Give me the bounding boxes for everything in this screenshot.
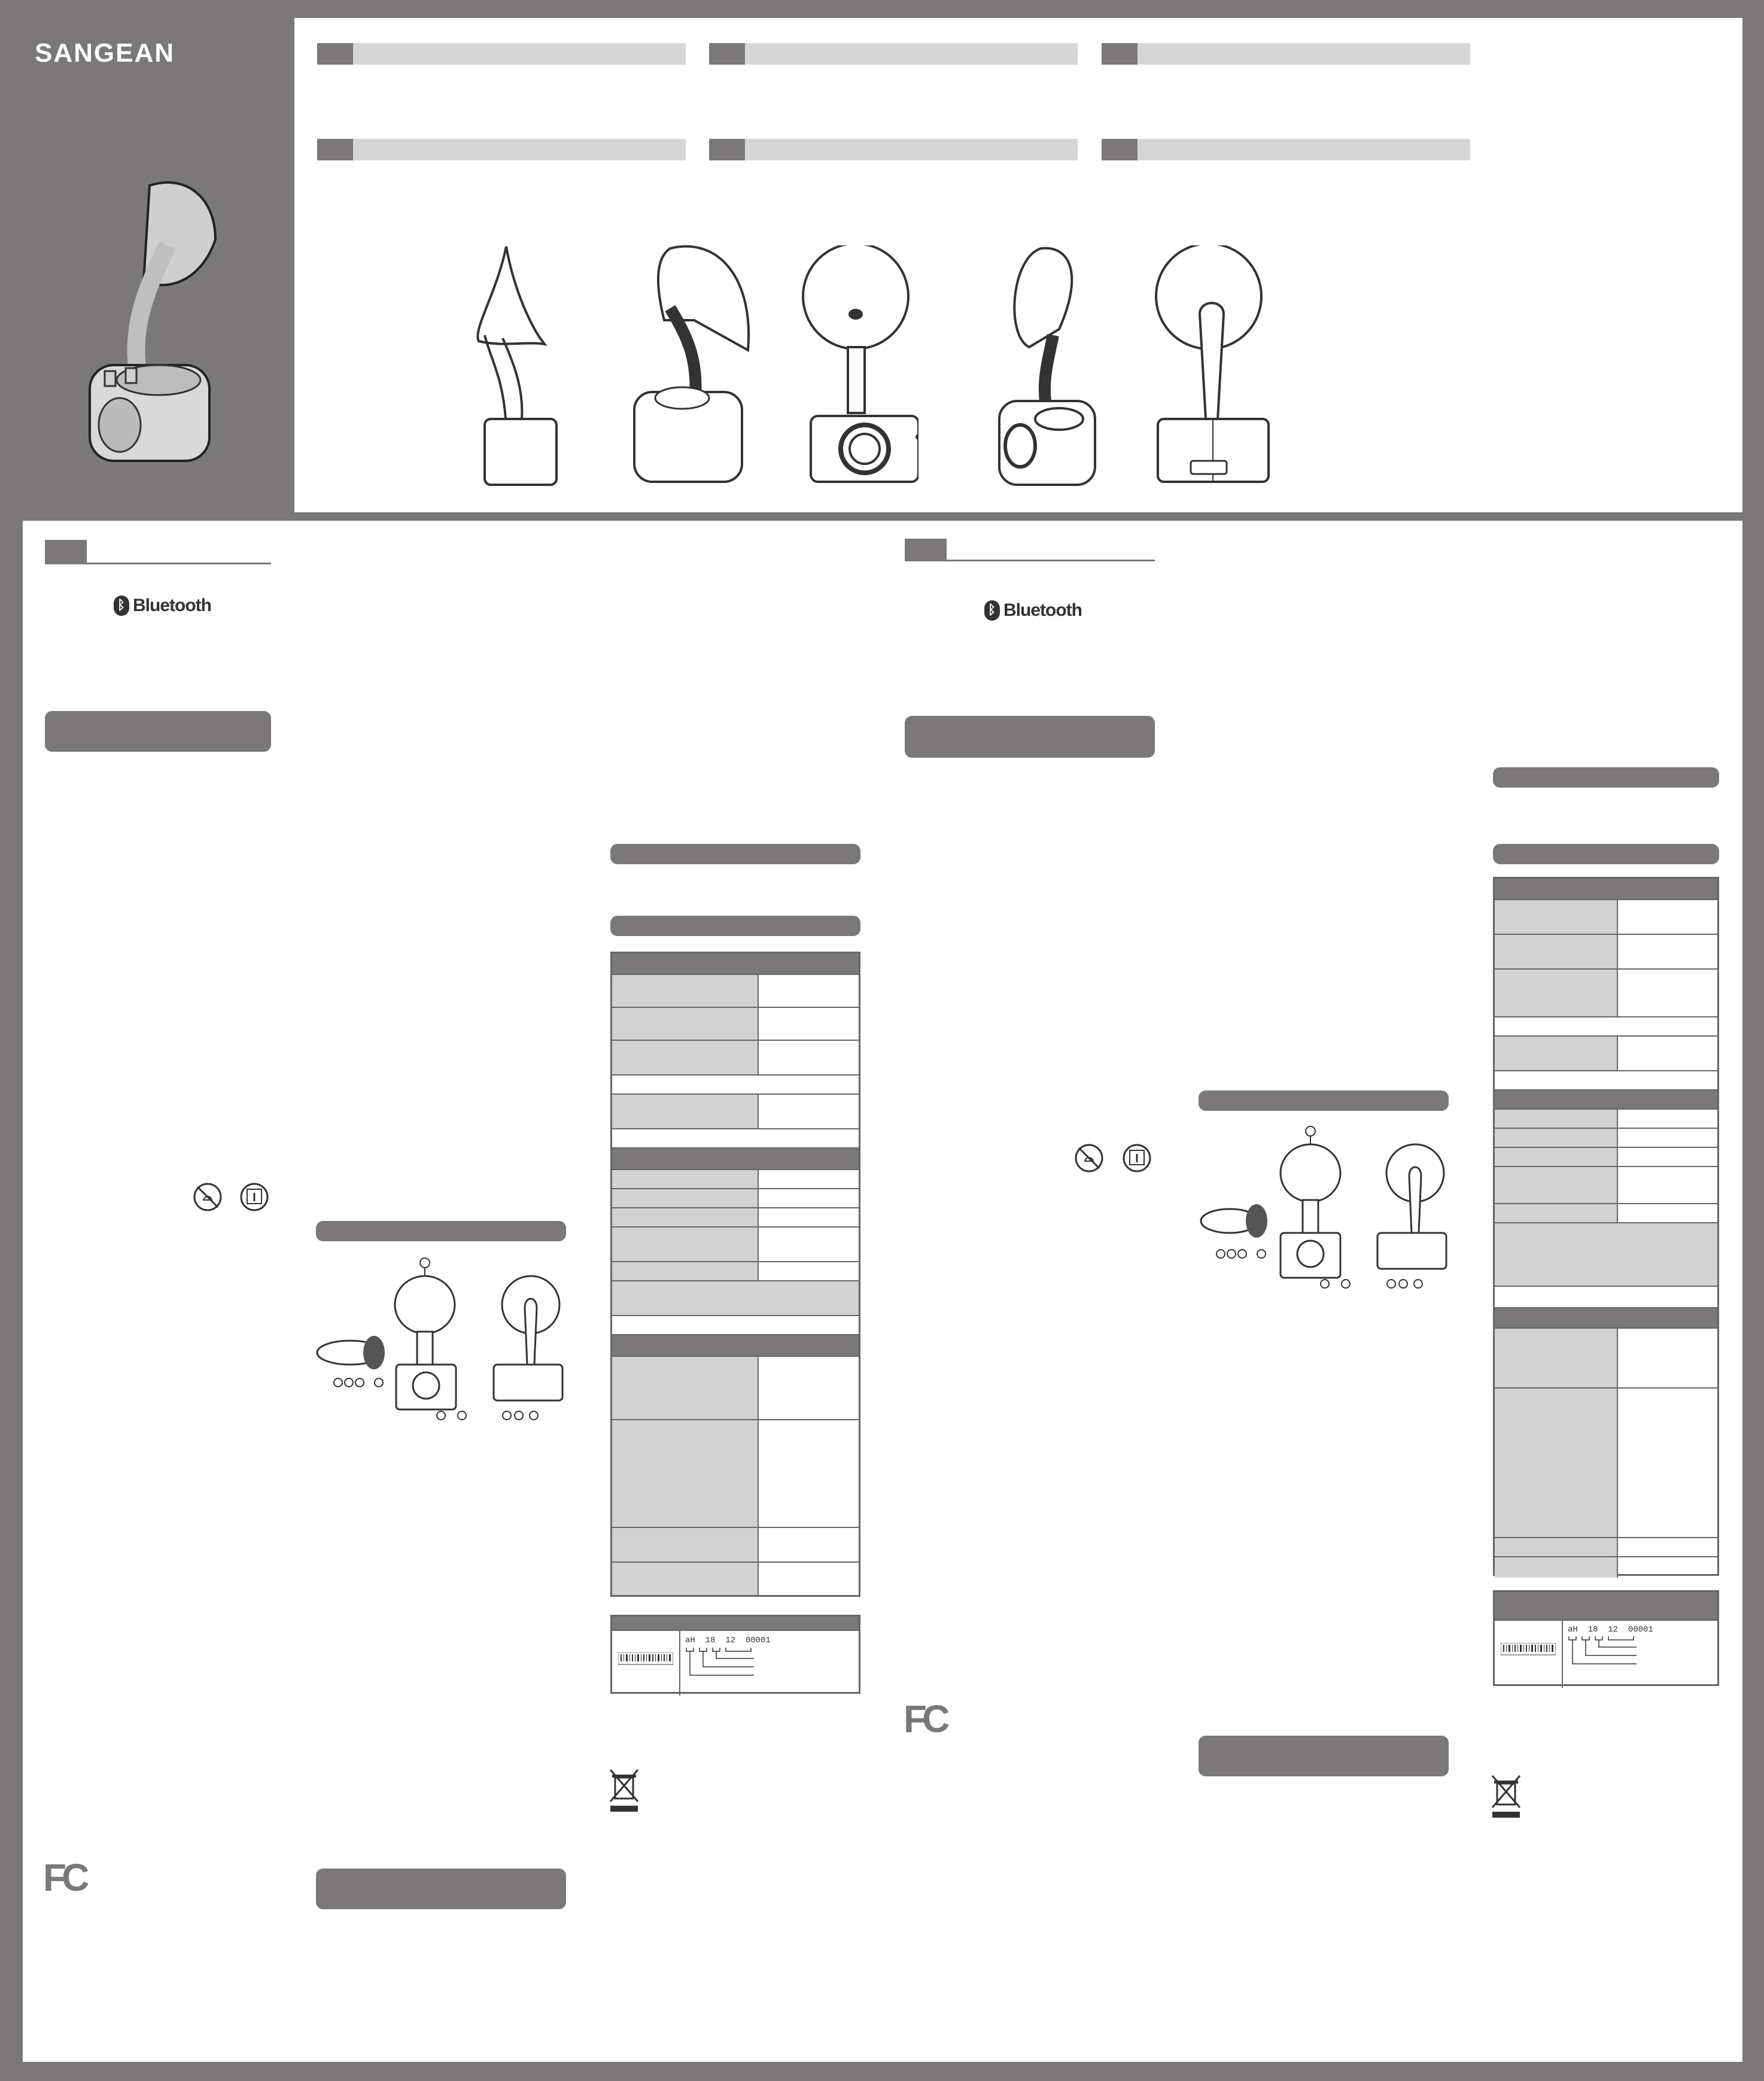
heading-bar bbox=[316, 1221, 566, 1241]
heading-bar bbox=[1493, 844, 1719, 864]
bluetooth-logo-icon bbox=[984, 600, 1082, 621]
section-tab bbox=[709, 139, 1078, 160]
section-tab bbox=[1102, 43, 1470, 65]
bluetooth-logo-icon bbox=[114, 596, 211, 616]
specs-table bbox=[610, 952, 860, 1597]
lang-underline bbox=[905, 560, 1155, 561]
heading-bar bbox=[610, 844, 860, 864]
gramophone-view-icon bbox=[628, 242, 760, 488]
serial-code-guides bbox=[685, 1645, 757, 1681]
barcode-icon bbox=[618, 1652, 673, 1670]
controls-diagram bbox=[314, 1257, 571, 1424]
bluetooth-word: Bluetooth bbox=[133, 596, 211, 615]
specs-table bbox=[1493, 877, 1719, 1576]
lang-tab bbox=[45, 540, 87, 563]
controls-diagram bbox=[1197, 1125, 1454, 1293]
section-tab bbox=[709, 43, 1078, 65]
gramophone-view-icon bbox=[1152, 245, 1272, 485]
brand-logo: SANGEAN bbox=[35, 38, 175, 68]
heading-bar bbox=[45, 711, 271, 752]
weee-bin-icon bbox=[609, 1769, 639, 1813]
serial-code-guides bbox=[1568, 1634, 1640, 1670]
manual-icon bbox=[1122, 1143, 1152, 1173]
gramophone-view-icon bbox=[799, 245, 919, 485]
serial-table bbox=[1493, 1590, 1719, 1686]
gramophone-view-icon bbox=[467, 239, 568, 491]
fcc-logo: FC bbox=[904, 1697, 945, 1740]
heading-bar bbox=[1199, 1090, 1449, 1111]
serial-code: aH 18 12 00001 bbox=[1568, 1625, 1653, 1635]
speaker-product-icon bbox=[78, 174, 221, 479]
bottom-panel bbox=[23, 521, 1742, 2062]
heading-bar bbox=[610, 916, 860, 936]
serial-code: aH 18 12 00001 bbox=[685, 1636, 771, 1645]
section-tab bbox=[1102, 139, 1470, 160]
fcc-logo: FC bbox=[43, 1856, 85, 1899]
heading-bar bbox=[1493, 767, 1719, 788]
section-tab bbox=[317, 139, 686, 160]
bluetooth-word: Bluetooth bbox=[1003, 600, 1082, 620]
serial-table bbox=[610, 1615, 860, 1694]
gramophone-view-icon bbox=[993, 245, 1101, 488]
heading-bar bbox=[316, 1869, 566, 1909]
weee-bin-icon bbox=[1491, 1775, 1521, 1819]
manual-icon bbox=[239, 1182, 269, 1212]
no-water-icon bbox=[193, 1182, 223, 1212]
section-tab bbox=[317, 43, 686, 65]
lang-tab bbox=[905, 539, 947, 561]
lang-underline bbox=[45, 563, 271, 564]
no-water-icon bbox=[1074, 1143, 1104, 1173]
heading-bar bbox=[905, 716, 1155, 758]
barcode-icon bbox=[1501, 1643, 1556, 1661]
heading-bar bbox=[1199, 1736, 1449, 1776]
